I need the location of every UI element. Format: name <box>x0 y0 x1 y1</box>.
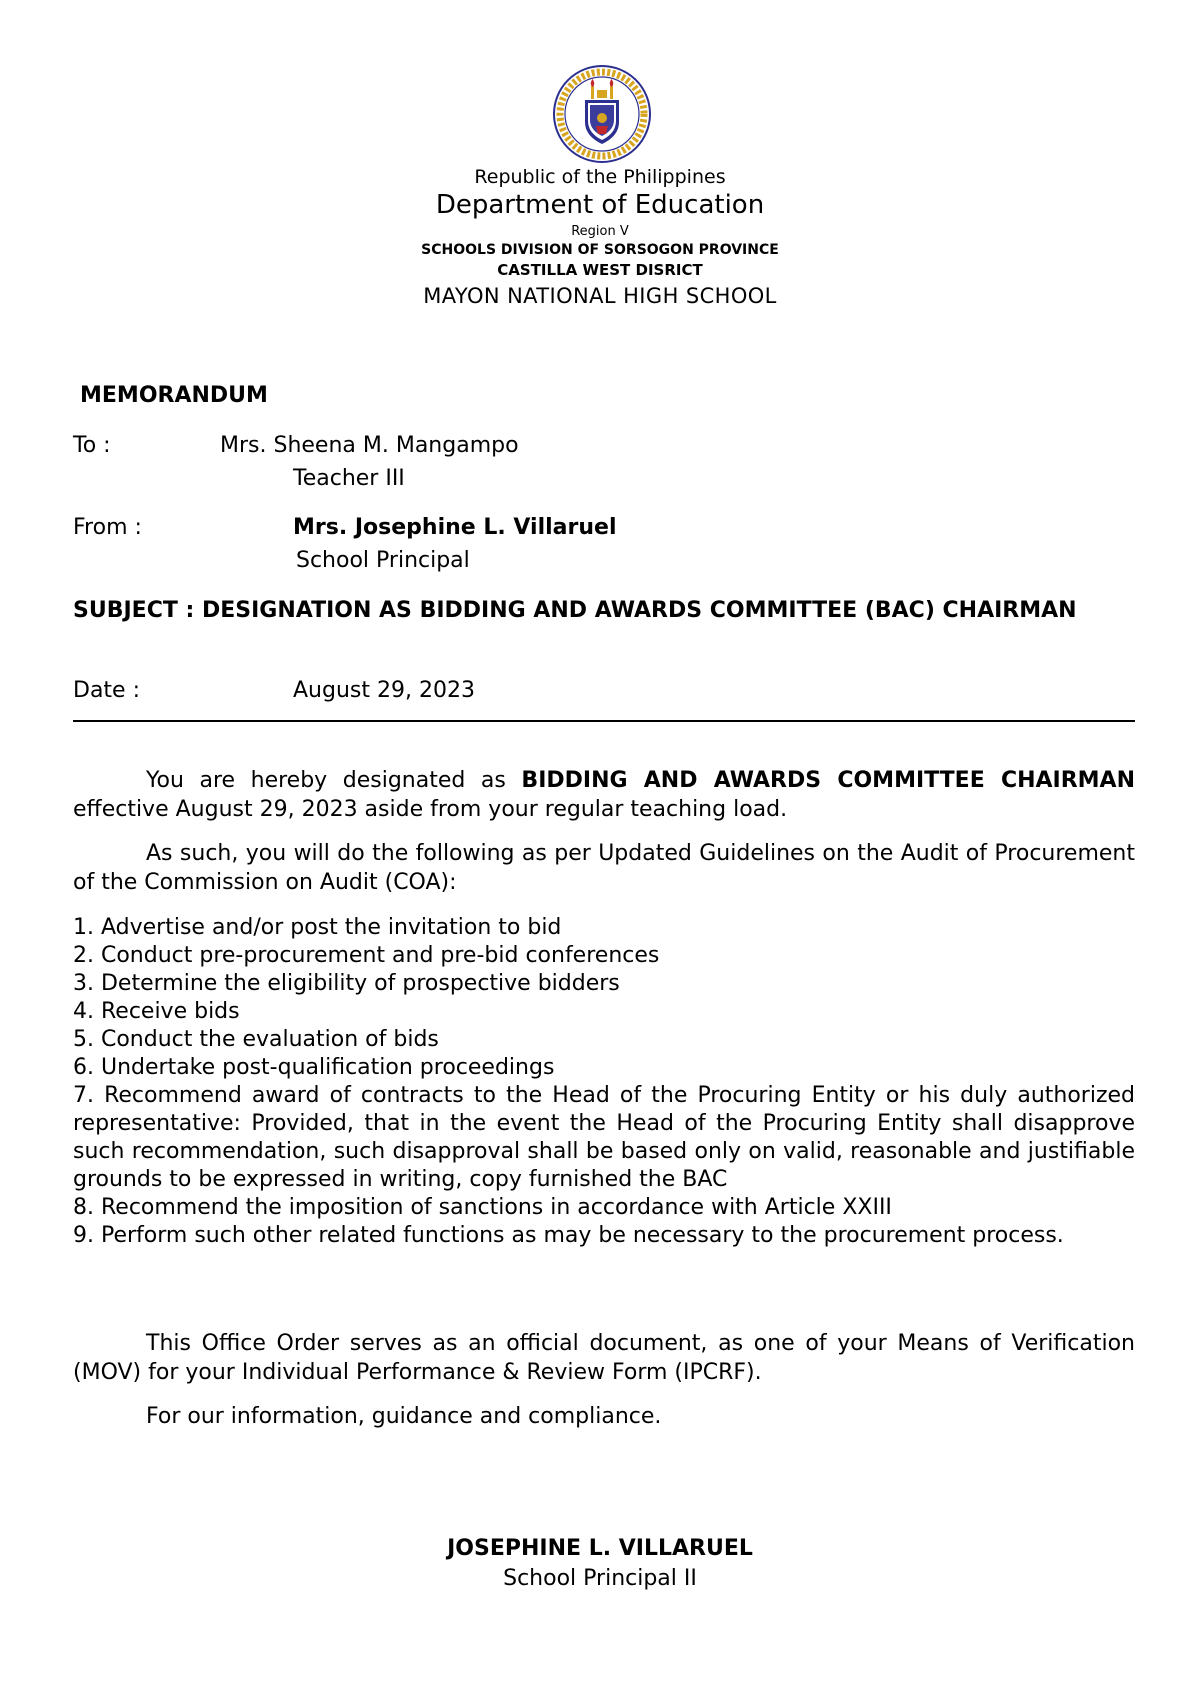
list-item: 4. Receive bids <box>73 999 240 1024</box>
p1-rest: effective August 29, 2023 aside from your regular teaching load. <box>73 797 788 822</box>
department-title: Department of Education <box>435 190 765 220</box>
header-divider <box>73 720 1135 722</box>
p1-lead: You are hereby designated as <box>146 768 522 793</box>
region-line: Region V <box>571 224 629 239</box>
from-title: School Principal <box>296 548 470 573</box>
p1-bold: BIDDING AND AWARDS COMMITTEE CHAIRMAN <box>521 768 1136 793</box>
list-item: 9. Perform such other related functions as may be necessary to the procurement process. <box>73 1223 1064 1248</box>
signatory-name: JOSEPHINE L. VILLARUEL <box>447 1536 753 1561</box>
division-line: SCHOOLS DIVISION OF SORSOGON PROVINCE <box>421 242 779 258</box>
deped-seal-logo <box>552 64 652 164</box>
paragraph-guidelines: As such, you will do the following as per Updated Guidelines on the Audit of Procurement of the Commission on Audit (COA): <box>73 841 1135 895</box>
date-label: Date : <box>73 678 140 703</box>
list-item: 3. Determine the eligibility of prospective bidders <box>73 971 620 996</box>
signatory-title: School Principal II <box>503 1566 697 1591</box>
from-label: From : <box>73 515 142 540</box>
date-value: August 29, 2023 <box>293 678 475 703</box>
to-label: To : <box>73 433 111 458</box>
list-item: 2. Conduct pre-procurement and pre-bid conferences <box>73 943 660 968</box>
list-item: 6. Undertake post-qualification proceedings <box>73 1055 555 1080</box>
memorandum-heading: MEMORANDUM <box>80 383 268 408</box>
to-title: Teacher III <box>293 466 405 491</box>
list-item: 7. Recommend award of contracts to the Head of the Procuring Entity or his duly authorized representative: Provided, that in the event the Head of the Procuring Entity shall disapprove such recommendation, such disapproval shall be based only on valid, reasonable and justifiable grounds to be expressed in writing, copy furnished the BAC <box>73 1083 1135 1192</box>
to-name: Mrs. Sheena M. Mangampo <box>220 433 519 458</box>
district-line: CASTILLA WEST DISRICT <box>497 261 703 279</box>
paragraph-closing: For our information, guidance and compliance. <box>146 1404 662 1429</box>
list-item: 8. Recommend the imposition of sanctions in accordance with Article XXIII <box>73 1195 892 1220</box>
from-name: Mrs. Josephine L. Villaruel <box>293 515 617 540</box>
list-item: 5. Conduct the evaluation of bids <box>73 1027 439 1052</box>
list-item: 1. Advertise and/or post the invitation to bid <box>73 915 562 940</box>
subject-line: SUBJECT : DESIGNATION AS BIDDING AND AWARDS COMMITTEE (BAC) CHAIRMAN <box>73 598 1077 623</box>
school-name: MAYON NATIONAL HIGH SCHOOL <box>423 284 777 308</box>
paragraph-office-order: This Office Order serves as an official document, as one of your Means of Verification (MOV) for your Individual Performance & Review Form (IPCRF). <box>73 1331 1135 1385</box>
paragraph-designation <box>73 766 1135 824</box>
duties-list <box>73 914 1135 1250</box>
republic-line: Republic of the Philippines <box>474 166 726 188</box>
